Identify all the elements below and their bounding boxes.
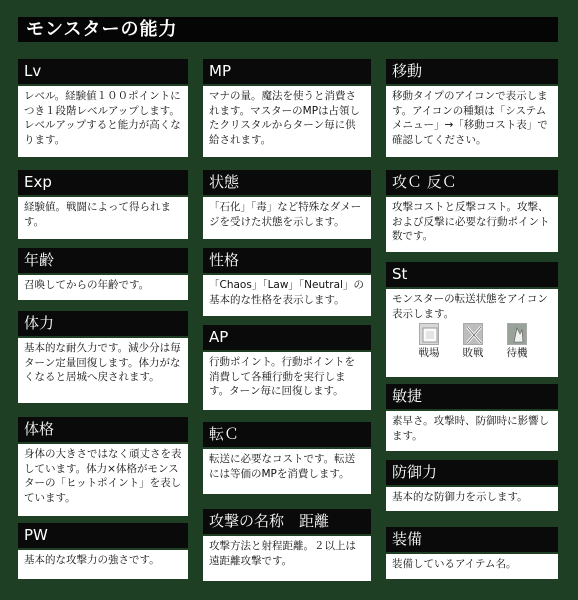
card-move-body: 移動タイプのアイコンで表示します。アイコンの種類は「システムメニュー」→「移動コスト表」で確認してください。 — [386, 86, 558, 157]
card-exp — [18, 170, 188, 239]
card-st-heading: St — [386, 262, 558, 287]
card-lv-body: レベル。経験値１００ポイントにつき１段階レベルアップします。レベルアップすると能力が高くなります。 — [18, 86, 188, 157]
card-agi-body: 素早さ。攻撃時、防御時に影響します。 — [386, 411, 558, 451]
card-st — [386, 262, 558, 377]
card-mp-body: マナの量。魔法を使うと消費されます。マスターのMPは占領したクリスタルからターン毎に供給されます。 — [203, 86, 371, 157]
battlefield-icon — [419, 323, 439, 345]
card-kouc-body: 攻撃コストと反撃コスト。攻撃、および反撃に必要な行動ポイント数です。 — [386, 197, 558, 252]
card-exp-body: 経験値。戦闘によって得られます。 — [18, 197, 188, 239]
card-tenc-heading: 転Ｃ — [203, 422, 371, 447]
card-def-body: 基本的な防御力を示します。 — [386, 487, 558, 511]
defeated-icon — [463, 323, 483, 345]
st-defeated — [458, 323, 488, 361]
card-age-heading: 年齢 — [18, 248, 188, 273]
card-kouc-heading: 攻Ｃ 反Ｃ — [386, 170, 558, 195]
page-title: モンスターの能力 — [18, 17, 558, 42]
st-battlefield-label: 戦場 — [418, 347, 440, 359]
card-build — [18, 417, 188, 516]
card-st-body — [386, 289, 558, 377]
card-attack-heading: 攻撃の名称 距離 — [203, 509, 371, 534]
card-status-body: 「石化」「毒」など特殊なダメージを受けた状態を示します。 — [203, 197, 371, 239]
card-ap-heading: AP — [203, 325, 371, 350]
st-icon-row — [392, 321, 552, 361]
card-hp-heading: 体力 — [18, 311, 188, 336]
st-standby — [502, 323, 532, 361]
card-attack-body: 攻撃方法と射程距離。２以上は遠距離攻撃です。 — [203, 536, 371, 581]
card-agi — [386, 384, 558, 451]
card-agi-heading: 敏捷 — [386, 384, 558, 409]
card-lv-heading: Lv — [18, 59, 188, 84]
card-def-heading: 防御力 — [386, 460, 558, 485]
standby-icon — [507, 323, 527, 345]
card-age — [18, 248, 188, 300]
card-ap-body: 行動ポイント。行動ポイントを消費して各種行動を実行します。ターン毎に回復します。 — [203, 352, 371, 410]
card-hp — [18, 311, 188, 403]
card-equip-body: 装備しているアイテム名。 — [386, 554, 558, 579]
card-status-heading: 状態 — [203, 170, 371, 195]
card-hp-body: 基本的な耐久力です。減少分は毎ターン定量回復します。体力がなくなると居城へ戻されます。 — [18, 338, 188, 403]
card-pw — [18, 523, 188, 579]
card-pw-body: 基本的な攻撃力の強さです。 — [18, 550, 188, 579]
card-pw-heading: PW — [18, 523, 188, 548]
card-build-heading: 体格 — [18, 417, 188, 442]
st-battlefield — [414, 323, 444, 361]
card-def — [386, 460, 558, 511]
card-nature-body: 「Chaos」「Law」「Neutral」の基本的な性格を表示します。 — [203, 275, 371, 316]
card-attack — [203, 509, 371, 581]
card-lv — [18, 59, 188, 157]
card-status — [203, 170, 371, 239]
card-kouc — [386, 170, 558, 252]
card-age-body: 召喚してからの年齢です。 — [18, 275, 188, 300]
card-equip — [386, 527, 558, 579]
card-ap — [203, 325, 371, 410]
card-tenc-body: 転送に必要なコストです。転送には等価のMPを消費します。 — [203, 449, 371, 494]
st-standby-label: 待機 — [506, 347, 528, 359]
card-move-heading: 移動 — [386, 59, 558, 84]
st-defeated-label: 敗戦 — [462, 347, 484, 359]
card-equip-heading: 装備 — [386, 527, 558, 552]
card-tenc — [203, 422, 371, 494]
card-st-text: モンスターの転送状態をアイコン表示します。 — [392, 293, 548, 320]
card-nature — [203, 248, 371, 316]
card-move — [386, 59, 558, 157]
card-build-body: 身体の大きさではなく頑丈さを表しています。体力×体格がモンスターの「ヒットポイント」を表しています。 — [18, 444, 188, 516]
card-exp-heading: Exp — [18, 170, 188, 195]
card-nature-heading: 性格 — [203, 248, 371, 273]
card-mp — [203, 59, 371, 157]
card-mp-heading: MP — [203, 59, 371, 84]
